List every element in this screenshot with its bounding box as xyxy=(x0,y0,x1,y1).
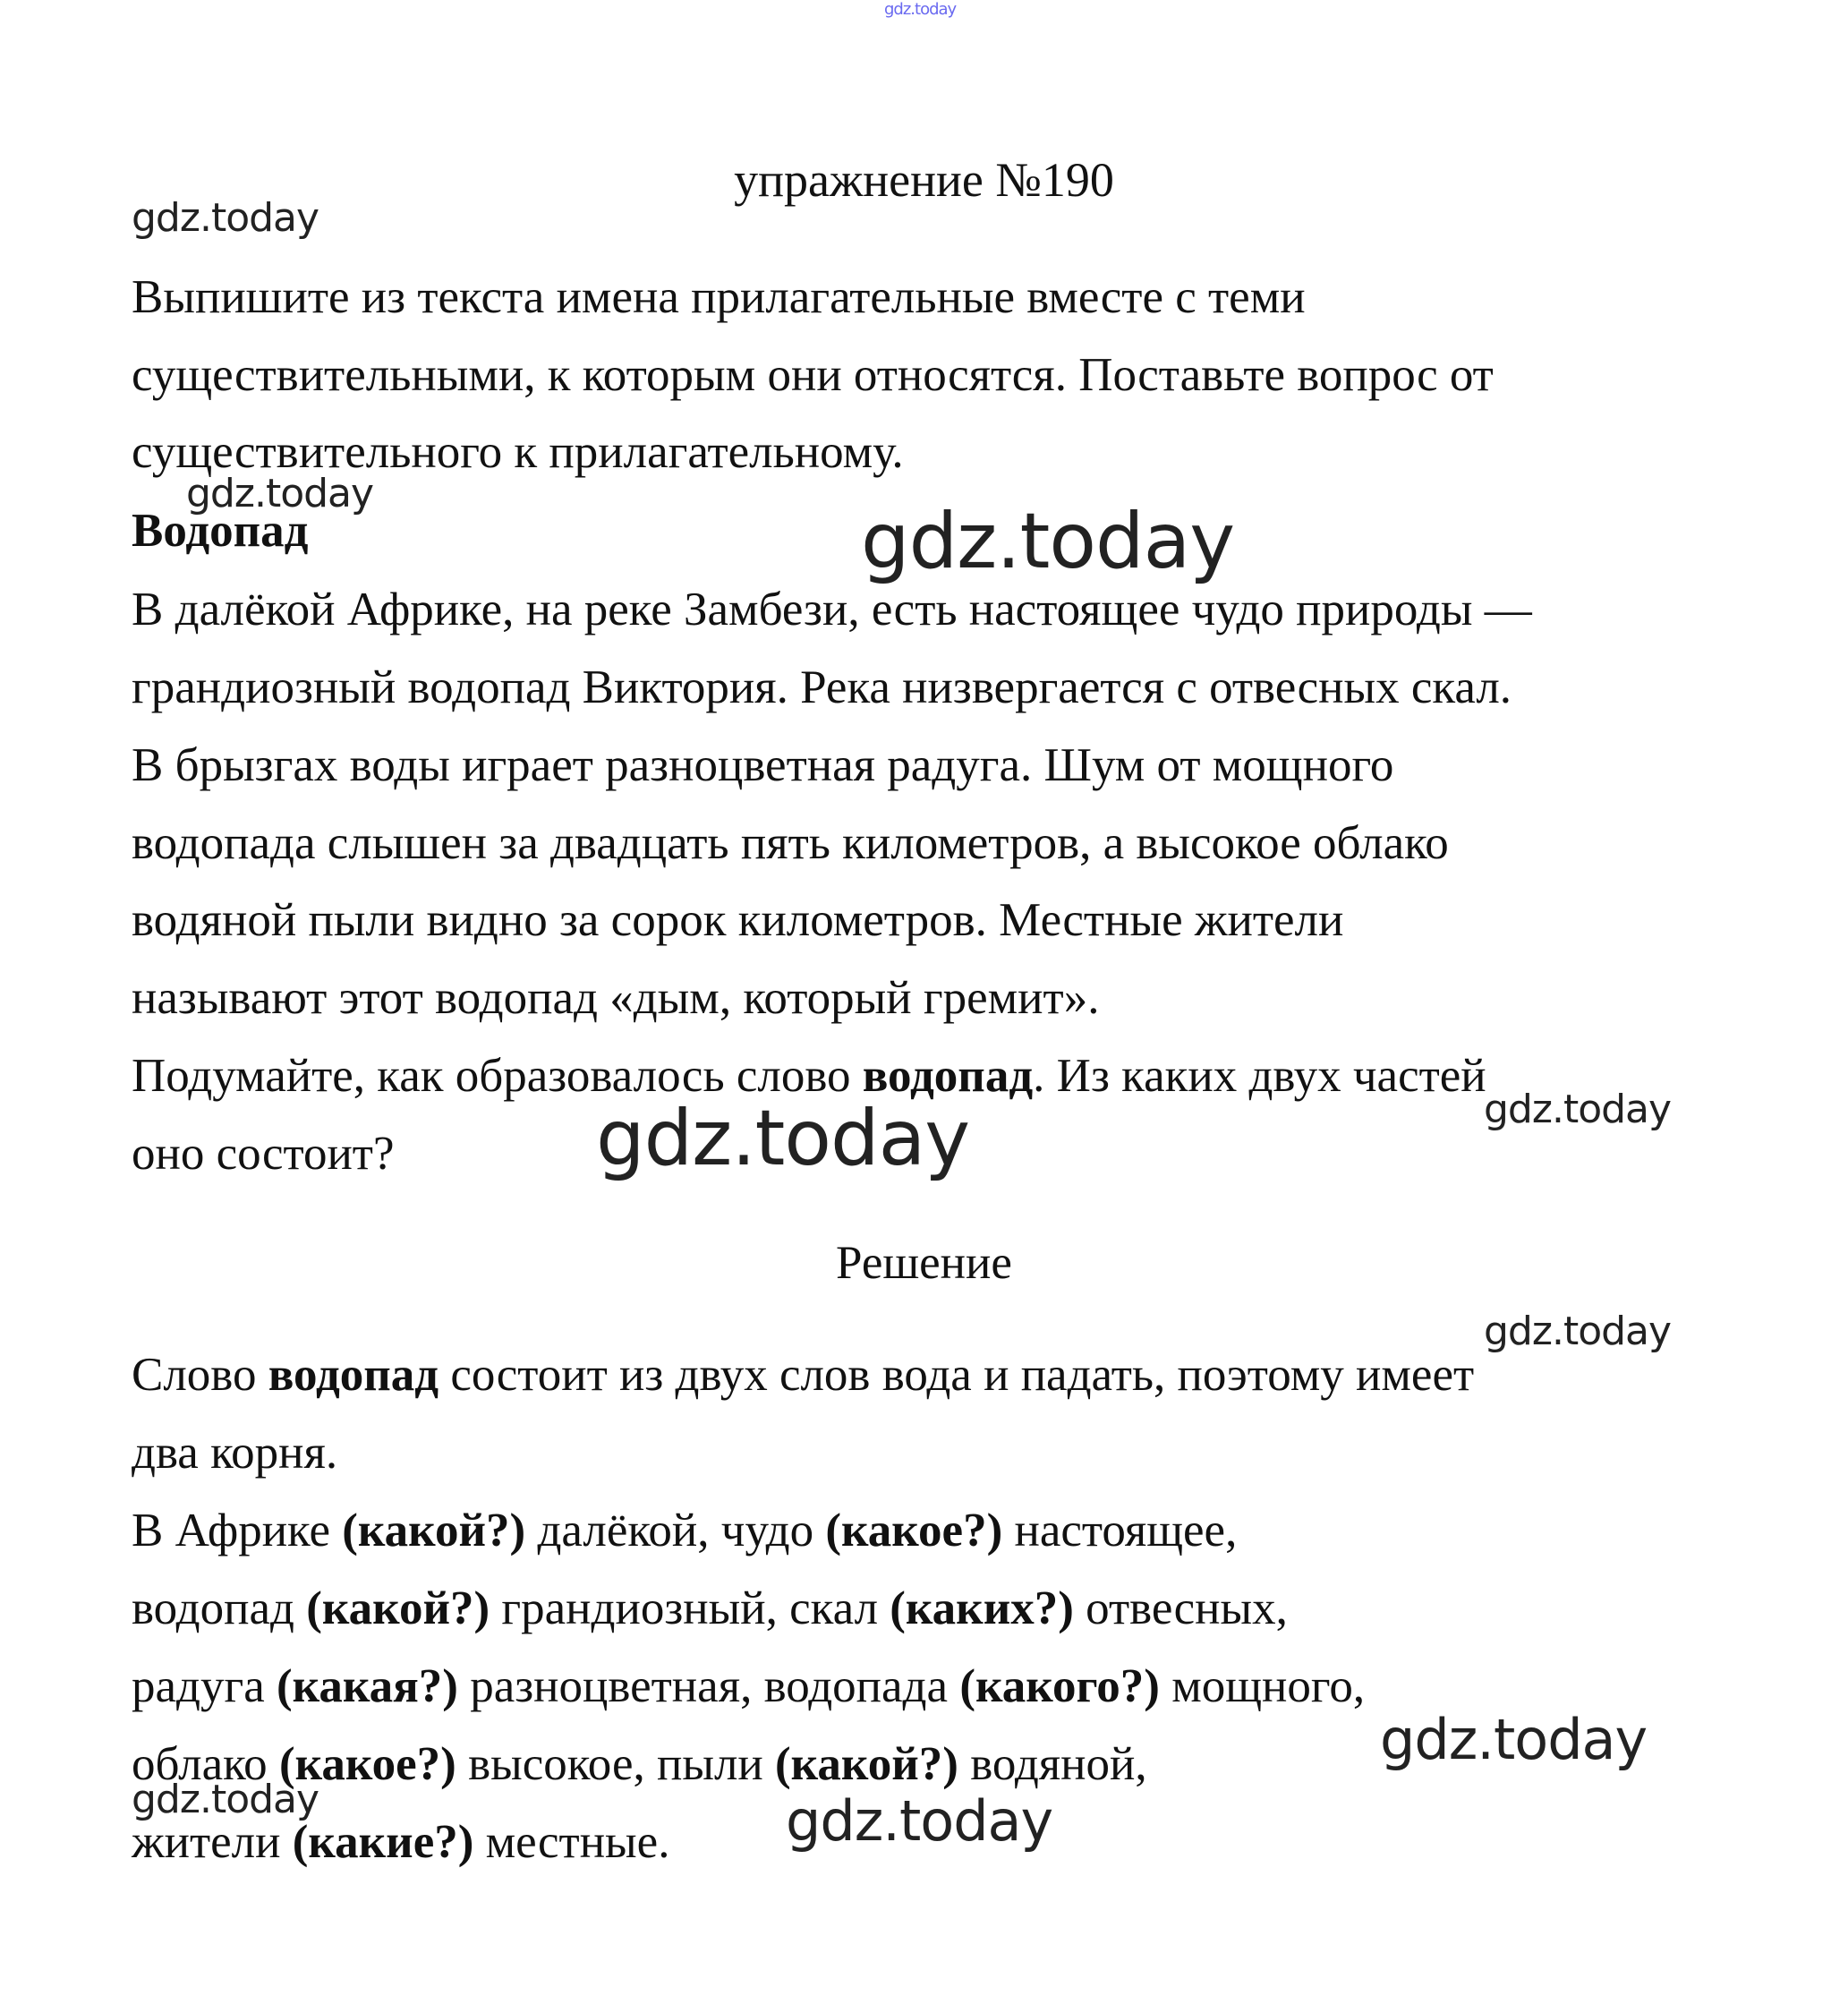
watermark: gdz.today xyxy=(861,497,1235,586)
question-bold-word: водопад xyxy=(862,1050,1034,1102)
watermark: gdz.today xyxy=(186,471,374,516)
watermark: gdz.today xyxy=(1380,1707,1648,1772)
pair-question: (какое?) xyxy=(278,1738,456,1790)
watermark: gdz.today xyxy=(132,1777,319,1822)
pair-text: мощного, xyxy=(1159,1660,1366,1712)
text-line: В далёкой Африке, на реке Замбези, есть настоящее чудо природы — xyxy=(132,584,1532,635)
solution-heading: Решение xyxy=(836,1237,1012,1289)
watermark: gdz.today xyxy=(132,195,319,241)
solution-bold-word: водопад xyxy=(268,1349,439,1401)
exercise-title: упражнение №190 xyxy=(734,153,1114,207)
pair-text: местные. xyxy=(473,1816,670,1868)
text-line: водяной пыли видно за сорок километров. Местные жители xyxy=(132,894,1344,946)
pair-text: водопад xyxy=(132,1582,307,1634)
watermark: gdz.today xyxy=(786,1788,1053,1854)
solution-text: Слово xyxy=(132,1349,268,1401)
text-title: Водопад xyxy=(132,505,309,557)
pair-question: (какой?) xyxy=(342,1505,526,1556)
pair-text: водяной, xyxy=(958,1738,1147,1790)
pair-question: (какие?) xyxy=(292,1816,474,1868)
solution-line: два корня. xyxy=(132,1427,338,1479)
pairs-line xyxy=(132,1815,669,1869)
solution-text: состоит из двух слов вода и падать, поэтому имеет xyxy=(439,1349,1475,1401)
text-line: В брызгах воды играет разноцветная радуга. Шум от мощного xyxy=(132,739,1394,791)
task-line: Выпишите из текста имена прилагательные вместе с теми xyxy=(132,271,1306,323)
pair-text: жители xyxy=(132,1816,293,1868)
task-line: существительными, к которым они относятся. Поставьте вопрос от xyxy=(132,349,1494,401)
pair-question: (какой?) xyxy=(775,1738,958,1790)
pair-text: настоящее, xyxy=(1002,1505,1238,1556)
text-line: грандиозный водопад Виктория. Река низвергается с отвесных скал. xyxy=(132,661,1512,713)
question-text: Подумайте, как образовалось слово xyxy=(132,1050,863,1102)
task-line: существительного к прилагательному. xyxy=(132,426,904,478)
question-line: оно состоит? xyxy=(132,1128,395,1180)
watermark: gdz.today xyxy=(1484,1309,1672,1354)
pair-text: радуга xyxy=(132,1660,277,1712)
pairs-line xyxy=(132,1659,1365,1713)
pair-text: облако xyxy=(132,1738,279,1790)
pair-text: В Африке xyxy=(132,1505,343,1556)
pairs-line xyxy=(132,1504,1237,1557)
pairs-line xyxy=(132,1582,1288,1635)
text-line: водопада слышен за двадцать пять километров, а высокое облако xyxy=(132,817,1449,869)
pair-text: грандиозный, скал xyxy=(490,1582,890,1634)
pair-text: высокое, пыли xyxy=(456,1738,776,1790)
pair-question: (какой?) xyxy=(306,1582,490,1634)
header-watermark: gdz.today xyxy=(884,0,957,19)
text-line: называют этот водопад «дым, который гремит». xyxy=(132,972,1100,1024)
pair-text: далёкой, чудо xyxy=(525,1505,826,1556)
pair-text: отвесных, xyxy=(1073,1582,1288,1634)
watermark: gdz.today xyxy=(596,1094,970,1183)
pair-question: (какого?) xyxy=(959,1660,1160,1712)
pair-question: (каких?) xyxy=(890,1582,1074,1634)
watermark: gdz.today xyxy=(1484,1087,1672,1132)
pair-text: разноцветная, водопада xyxy=(457,1660,960,1712)
solution-line xyxy=(132,1348,1474,1402)
question-text: . Из каких двух частей xyxy=(1033,1050,1486,1102)
pair-question: (какая?) xyxy=(277,1660,458,1712)
pair-question: (какое?) xyxy=(825,1505,1003,1556)
